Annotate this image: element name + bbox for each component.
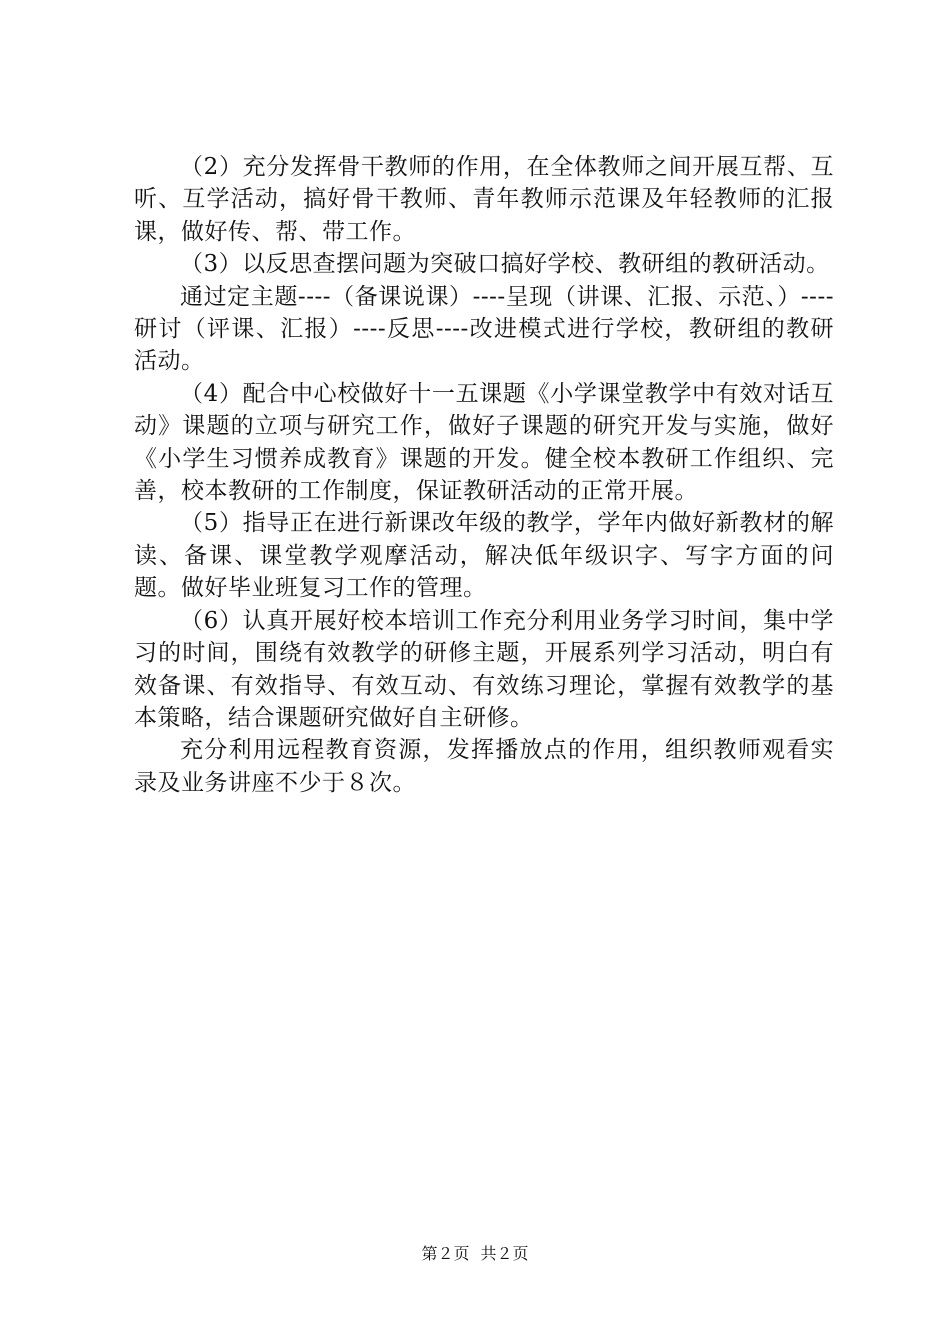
page-number: 第２页 <box>421 1244 470 1263</box>
page-footer <box>0 1242 950 1266</box>
paragraph-4: （4）配合中心校做好十一五课题《小学课堂教学中有效对话互动》课题的立项与研究工作，做好子课题的研究开发与实施，做好《小学生习惯养成教育》课题的开发。健全校本教研工作组织、完善，校本教研的工作制度，保证教研活动的正常开展。 <box>134 380 834 505</box>
paragraph-3: （3）以反思查摆问题为突破口搞好学校、教研组的教研活动。 <box>180 251 830 278</box>
paragraph-5: （5）指导正在进行新课改年级的教学，学年内做好新教材的解读、备课、课堂教学观摩活动，解决低年级识字、写字方面的问题。做好毕业班复习工作的管理。 <box>134 510 834 602</box>
paragraph-2: （2）充分发挥骨干教师的作用，在全体教师之间开展互帮、互听、互学活动，搞好骨干教师、青年教师示范课及年轻教师的汇报课，做好传、帮、带工作。 <box>134 154 834 245</box>
document-body <box>134 151 834 799</box>
paragraph-remote-education: 充分利用远程教育资源，发挥播放点的作用，组织教师观看实录及业务讲座不少于８次。 <box>134 737 834 796</box>
paragraph-process: 通过定主题----（备课说课）----呈现（讲课、汇报、示范、）----研讨（评课、汇报）----反思----改进模式进行学校，教研组的教研活动。 <box>134 283 834 375</box>
paragraph-6: （6）认真开展好校本培训工作充分利用业务学习时间，集中学习的时间，围绕有效教学的研修主题，开展系列学习活动，明白有效备课、有效指导、有效互动、有效练习理论，掌握有效教学的基本策略，结合课题研究做好自主研修。 <box>134 607 834 731</box>
page-total: 共２页 <box>480 1244 529 1263</box>
